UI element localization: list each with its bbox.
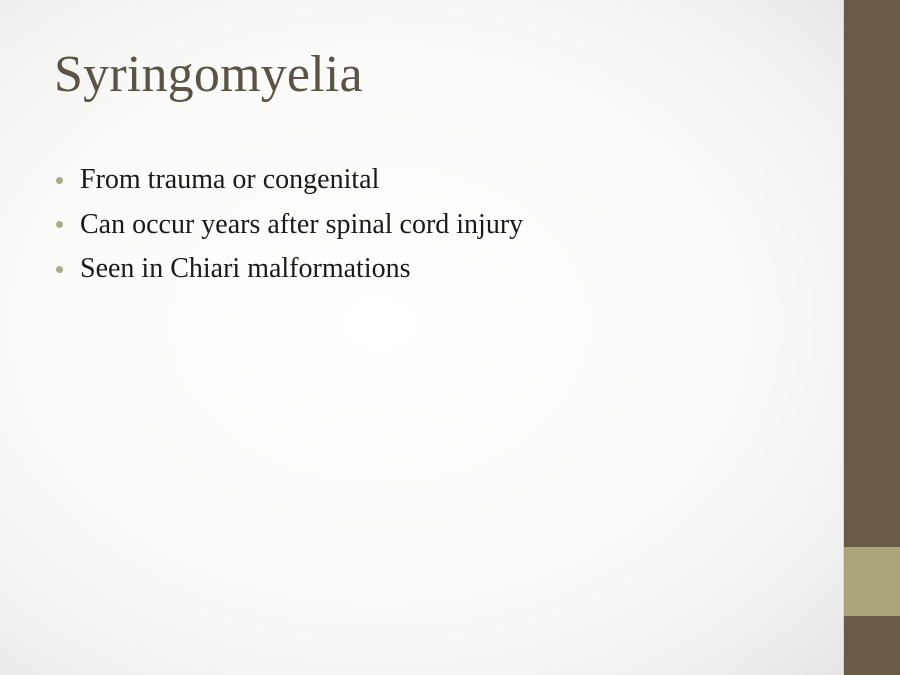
slide-title: Syringomyelia <box>54 46 363 103</box>
bullet-dot-icon <box>56 177 63 184</box>
bullet-text: Seen in Chiari malformations <box>80 253 411 285</box>
bullet-item <box>54 247 523 292</box>
bullet-item <box>54 203 523 248</box>
bullet-dot-icon <box>56 221 63 228</box>
bullet-text: Can occur years after spinal cord injury <box>80 208 524 240</box>
bullet-text: From trauma or congenital <box>80 164 380 196</box>
bullet-item <box>54 158 523 203</box>
decorative-sidebar-accent <box>844 547 900 616</box>
bullet-list <box>54 158 523 292</box>
bullet-dot-icon <box>56 266 63 273</box>
